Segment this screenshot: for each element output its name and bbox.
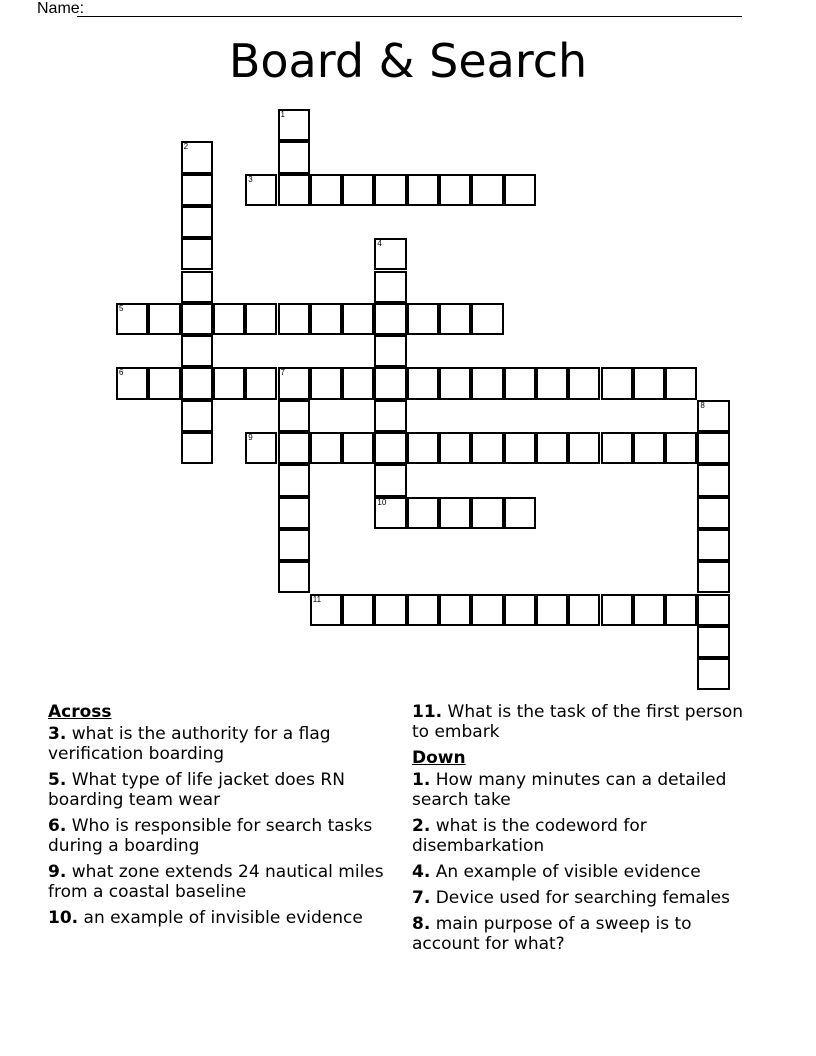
grid-cell[interactable] bbox=[278, 141, 310, 173]
clue-number: 10 bbox=[377, 497, 387, 507]
clue-item-number: 11. bbox=[412, 702, 443, 722]
grid-cell[interactable] bbox=[278, 432, 310, 464]
grid-cell[interactable] bbox=[504, 367, 536, 399]
clue-number: 5 bbox=[119, 303, 124, 313]
grid-cell[interactable] bbox=[278, 529, 310, 561]
grid-cell[interactable] bbox=[181, 335, 213, 367]
grid-cell[interactable] bbox=[374, 271, 406, 303]
grid-cell[interactable] bbox=[568, 432, 600, 464]
grid-cell[interactable] bbox=[697, 561, 729, 593]
name-label: Name: bbox=[37, 0, 85, 17]
grid-cell[interactable] bbox=[374, 432, 406, 464]
grid-cell[interactable] bbox=[439, 594, 471, 626]
clue-item-text: How many minutes can a detailed search take bbox=[412, 770, 727, 810]
grid-cell[interactable] bbox=[471, 367, 503, 399]
down-column bbox=[412, 702, 762, 960]
grid-cell[interactable] bbox=[439, 367, 471, 399]
clue-item bbox=[412, 888, 762, 908]
name-input-line[interactable] bbox=[77, 16, 742, 17]
grid-cell[interactable] bbox=[278, 561, 310, 593]
grid-cell[interactable] bbox=[181, 400, 213, 432]
grid-cell[interactable] bbox=[310, 367, 342, 399]
clue-number: 9 bbox=[248, 433, 253, 442]
grid-cell[interactable] bbox=[116, 367, 148, 399]
grid-cell[interactable] bbox=[471, 594, 503, 626]
grid-cell[interactable] bbox=[568, 594, 600, 626]
grid-cell[interactable] bbox=[245, 432, 277, 464]
grid-cell[interactable] bbox=[245, 174, 277, 206]
clue-item-text: main purpose of a sweep is to account for what? bbox=[412, 914, 692, 954]
clue-item-number: 8. bbox=[412, 914, 431, 934]
clue-item bbox=[48, 816, 393, 856]
grid-cell[interactable] bbox=[310, 174, 342, 206]
grid-cell[interactable] bbox=[471, 497, 503, 529]
grid-cell[interactable] bbox=[407, 432, 439, 464]
grid-cell[interactable] bbox=[278, 303, 310, 335]
grid-cell[interactable] bbox=[116, 303, 148, 335]
clue-item bbox=[48, 908, 393, 928]
grid-cell[interactable] bbox=[213, 367, 245, 399]
clue-number: 7 bbox=[280, 368, 285, 378]
grid-cell[interactable] bbox=[504, 432, 536, 464]
grid-cell[interactable] bbox=[697, 400, 729, 432]
grid-cell[interactable] bbox=[181, 206, 213, 238]
grid-cell[interactable] bbox=[504, 594, 536, 626]
grid-cell[interactable] bbox=[601, 432, 633, 464]
clue-item bbox=[412, 914, 762, 954]
clue-item-text: an example of invisible evidence bbox=[83, 908, 363, 928]
clue-item-number: 5. bbox=[48, 770, 67, 790]
clue-item bbox=[48, 862, 393, 902]
clue-item-number: 6. bbox=[48, 816, 67, 836]
grid-cell[interactable] bbox=[407, 497, 439, 529]
grid-cell[interactable] bbox=[536, 594, 568, 626]
grid-cell[interactable] bbox=[310, 303, 342, 335]
clue-item-number: 4. bbox=[412, 862, 431, 882]
clue-item-number: 3. bbox=[48, 724, 67, 744]
clue-item bbox=[412, 816, 762, 856]
grid-cell[interactable] bbox=[633, 432, 665, 464]
grid-cell[interactable] bbox=[439, 303, 471, 335]
grid-cell[interactable] bbox=[407, 594, 439, 626]
grid-cell[interactable] bbox=[278, 464, 310, 496]
clue-item-number: 9. bbox=[48, 862, 67, 882]
across-heading: Across bbox=[48, 702, 112, 722]
grid-cell[interactable] bbox=[633, 594, 665, 626]
grid-cell[interactable] bbox=[181, 303, 213, 335]
clue-item bbox=[48, 770, 393, 810]
clue-item-text: what is the codeword for disembarkation bbox=[412, 816, 647, 856]
grid-cell[interactable] bbox=[568, 367, 600, 399]
grid-cell[interactable] bbox=[504, 497, 536, 529]
grid-cell[interactable] bbox=[374, 335, 406, 367]
grid-cell[interactable] bbox=[633, 367, 665, 399]
grid-cell[interactable] bbox=[665, 594, 697, 626]
grid-cell[interactable] bbox=[471, 432, 503, 464]
grid-cell[interactable] bbox=[278, 367, 310, 399]
grid-cell[interactable] bbox=[181, 238, 213, 270]
grid-cell[interactable] bbox=[697, 497, 729, 529]
clue-number: 4 bbox=[377, 239, 382, 249]
grid-cell[interactable] bbox=[342, 367, 374, 399]
grid-cell[interactable] bbox=[697, 658, 729, 690]
grid-cell[interactable] bbox=[536, 367, 568, 399]
grid-cell[interactable] bbox=[342, 432, 374, 464]
clue-item-text: Device used for searching females bbox=[435, 888, 730, 908]
grid-cell[interactable] bbox=[278, 109, 310, 141]
grid-cell[interactable] bbox=[697, 594, 729, 626]
grid-cell[interactable] bbox=[342, 174, 374, 206]
grid-cell[interactable] bbox=[374, 367, 406, 399]
grid-cell[interactable] bbox=[665, 367, 697, 399]
grid-cell[interactable] bbox=[181, 367, 213, 399]
grid-cell[interactable] bbox=[310, 432, 342, 464]
clue-item bbox=[48, 724, 393, 764]
grid-cell[interactable] bbox=[181, 141, 213, 173]
grid-cell[interactable] bbox=[148, 303, 180, 335]
grid-cell[interactable] bbox=[342, 303, 374, 335]
clue-number: 11 bbox=[312, 594, 322, 604]
clue-item bbox=[412, 770, 762, 810]
clue-number: 8 bbox=[700, 400, 705, 410]
grid-cell[interactable] bbox=[697, 432, 729, 464]
clue-item bbox=[412, 702, 762, 742]
grid-cell[interactable] bbox=[407, 303, 439, 335]
grid-cell[interactable] bbox=[601, 367, 633, 399]
clue-item-text: An example of visible evidence bbox=[435, 862, 701, 882]
grid-cell[interactable] bbox=[278, 497, 310, 529]
clue-item-text: Who is responsible for search tasks during a boarding bbox=[48, 816, 373, 856]
clue-item-number: 10. bbox=[48, 908, 79, 928]
grid-cell[interactable] bbox=[504, 174, 536, 206]
grid-cell[interactable] bbox=[697, 626, 729, 658]
grid-cell[interactable] bbox=[374, 238, 406, 270]
grid-cell[interactable] bbox=[439, 497, 471, 529]
grid-cell[interactable] bbox=[374, 174, 406, 206]
clue-item bbox=[412, 862, 762, 882]
grid-cell[interactable] bbox=[439, 174, 471, 206]
clue-item-number: 7. bbox=[412, 888, 431, 908]
grid-cell[interactable] bbox=[374, 594, 406, 626]
grid-cell[interactable] bbox=[374, 464, 406, 496]
grid-cell[interactable] bbox=[148, 367, 180, 399]
grid-cell[interactable] bbox=[697, 464, 729, 496]
grid-cell[interactable] bbox=[374, 497, 406, 529]
clue-number: 3 bbox=[248, 174, 253, 184]
grid-cell[interactable] bbox=[471, 174, 503, 206]
grid-cell[interactable] bbox=[213, 303, 245, 335]
grid-cell[interactable] bbox=[601, 594, 633, 626]
grid-cell[interactable] bbox=[342, 594, 374, 626]
grid-cell[interactable] bbox=[181, 432, 213, 464]
clue-item-text: What is the task of the first person to embark bbox=[412, 702, 744, 742]
down-heading: Down bbox=[412, 748, 466, 768]
grid-cell[interactable] bbox=[471, 303, 503, 335]
grid-cell[interactable] bbox=[181, 174, 213, 206]
clue-item-number: 2. bbox=[412, 816, 431, 836]
clue-item-number: 1. bbox=[412, 770, 431, 790]
clue-number: 6 bbox=[119, 368, 124, 378]
grid-cell[interactable] bbox=[245, 303, 277, 335]
grid-cell[interactable] bbox=[439, 432, 471, 464]
page-title: Board & Search bbox=[228, 34, 588, 88]
clue-item-text: what is the authority for a flag verification boarding bbox=[48, 724, 331, 764]
clue-number: 1 bbox=[280, 110, 285, 119]
grid-cell[interactable] bbox=[536, 432, 568, 464]
grid-cell[interactable] bbox=[245, 367, 277, 399]
grid-cell[interactable] bbox=[278, 174, 310, 206]
grid-cell[interactable] bbox=[374, 303, 406, 335]
grid-cell[interactable] bbox=[278, 400, 310, 432]
grid-cell[interactable] bbox=[407, 174, 439, 206]
clue-item-text: What type of life jacket does RN boarding team wear bbox=[48, 770, 345, 810]
across-clues bbox=[48, 702, 393, 934]
grid-cell[interactable] bbox=[665, 432, 697, 464]
clue-item-text: what zone extends 24 nautical miles from a coastal baseline bbox=[48, 862, 384, 902]
grid-cell[interactable] bbox=[407, 367, 439, 399]
grid-cell[interactable] bbox=[697, 529, 729, 561]
clue-number: 2 bbox=[183, 142, 189, 152]
grid-cell[interactable] bbox=[310, 594, 342, 626]
grid-cell[interactable] bbox=[374, 400, 406, 432]
grid-cell[interactable] bbox=[181, 271, 213, 303]
